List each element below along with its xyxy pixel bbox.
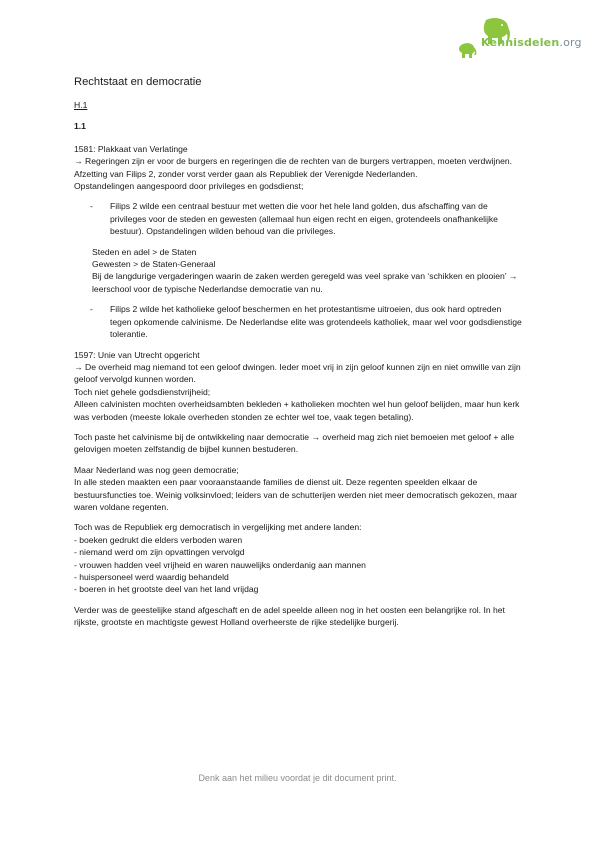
- list-item: - Filips 2 wilde een centraal bestuur met wetten die voor het hele land golden, dus afschaffing van de privileges voor de steden en gewesten (allemaal hun eigen recht en eigen, grotendeels onafhankelijke bestuur). Opstandelingen wilden behoud van die privileges.: [90, 201, 498, 237]
- paragraph-unie: [74, 349, 522, 423]
- bullet-text: Filips 2 wilde een centraal bestuur met wetten die voor het hele land golden, dus afschaffing van de privileges voor de steden en gewesten (allemaal hun eigen recht en eigen, grotendeels onafhankelijke bestuur). Opstandelingen wilden behoud van die privileges.: [110, 201, 498, 237]
- bullet-list: [74, 303, 522, 340]
- list-item: - huispersoneel werd waardig behandeld: [74, 572, 229, 582]
- list-item: - niemand werd om zijn opvattingen vervolgd: [74, 547, 245, 558]
- list-item: - vrouwen hadden veel vrijheid en waren nauwelijks onderdanig aan mannen: [74, 559, 366, 570]
- bullet-list: [74, 200, 522, 237]
- text-line: In alle steden maakten een paar vooraanstaande families de dienst uit. Deze regenten speelden elkaar de bestuursfuncties toe. Weinig volksinvloed; leiders van de schutterijen werden niet meer democratisch gekozen, maar waren voldane regenten.: [74, 477, 518, 512]
- paragraph-plakkaat: [74, 143, 522, 193]
- heading-1-1: 1.1: [74, 121, 86, 132]
- paragraph-vergelijking: [74, 521, 522, 595]
- document-title: Rechtstaat en democratie: [74, 76, 202, 88]
- text-line: Opstandelingen aangespoord door privileges en godsdienst;: [74, 181, 304, 192]
- heading-h1: H.1: [74, 100, 88, 110]
- list-item: - boeren in het grootste deel van het land vrijdag: [74, 584, 259, 595]
- logo-brand: Kennisdelen: [481, 36, 560, 49]
- logo-tld: .org: [559, 36, 582, 49]
- text-line: Afzetting van Filips 2, zonder vorst verder gaan als Republiek der Verenigde Nederlanden.: [74, 168, 418, 179]
- list-item: - Filips 2 wilde het katholieke geloof beschermen en het protestantisme uitroeien, dus ook hard optreden tegen opkomende calvinisme. De Nederlandse elite was grotendeels katholiek, maar wel voor godsdienstige tolerantie.: [90, 304, 522, 340]
- document-body: [74, 75, 522, 637]
- list-item: - boeken gedrukt die elders verboden waren: [74, 534, 243, 545]
- paragraph-regenten: [74, 464, 522, 514]
- text-line: Bij de langdurige vergaderingen waarin de zaken werden geregeld was veel sprake van ‘schikken en plooien’ → leerschool voor de typische Nederlandse democratie van nu.: [92, 271, 518, 294]
- footer-note: Denk aan het milieu voordat je dit document print.: [198, 773, 397, 783]
- text-line: Toch niet gehele godsdienstvrijheid;: [74, 386, 211, 397]
- bullet-text: Filips 2 wilde het katholieke geloof beschermen en het protestantisme uitroeien, dus ook hard optreden tegen opkomende calvinisme. De Nederlandse elite was grotendeels katholiek, maar wel voor godsdienstige tolerantie.: [110, 304, 522, 340]
- text-line: 1581: Plakkaat van Verlatinge: [74, 143, 188, 154]
- text-line: Toch was de Republiek erg democratisch in vergelijking met andere landen:: [74, 522, 362, 533]
- text-line: 1597: Unie van Utrecht opgericht: [74, 349, 200, 360]
- text-line: → De overheid mag niemand tot een geloof dwingen. Ieder moet vrij in zijn geloof kunnen zijn en niet omwille van zijn geloof vervolgd kunnen worden.: [74, 361, 521, 385]
- text-line: Gewesten > de Staten-Generaal: [92, 259, 216, 270]
- text-line: Steden en adel > de Staten: [92, 246, 197, 257]
- text-line: → Regeringen zijn er voor de burgers en regeringen die de rechten van de burgers vertrappen, moeten verdwijnen.: [74, 156, 513, 167]
- paragraph-calvinisme: Toch paste het calvinisme bij de ontwikkeling naar democratie → overheid mag zich niet bemoeien met geloof + alle gelovigen moeten zelfstandig de bijbel kunnen bestuderen.: [74, 431, 515, 455]
- paragraph-staten: [92, 246, 522, 296]
- paragraph-slot: Verder was de geestelijke stand afgeschaft en de adel speelde alleen nog in het oosten een belangrijke rol. In het rijkste, grootste en machtigste gewest Holland overheerste de rijke stedelijke burgerij.: [74, 604, 505, 628]
- kennisdelen-logo: [456, 16, 582, 62]
- text-line: Maar Nederland was nog geen democratie;: [74, 464, 239, 475]
- logo-text: [481, 36, 582, 49]
- text-line: Alleen calvinisten mochten overheidsambten bekleden + katholieken mochten wel hun geloof belijden, maar hun kerk was verboden (meeste lokale overheden stonden ze echter wel toe, vaak tegen betaling).: [74, 399, 520, 422]
